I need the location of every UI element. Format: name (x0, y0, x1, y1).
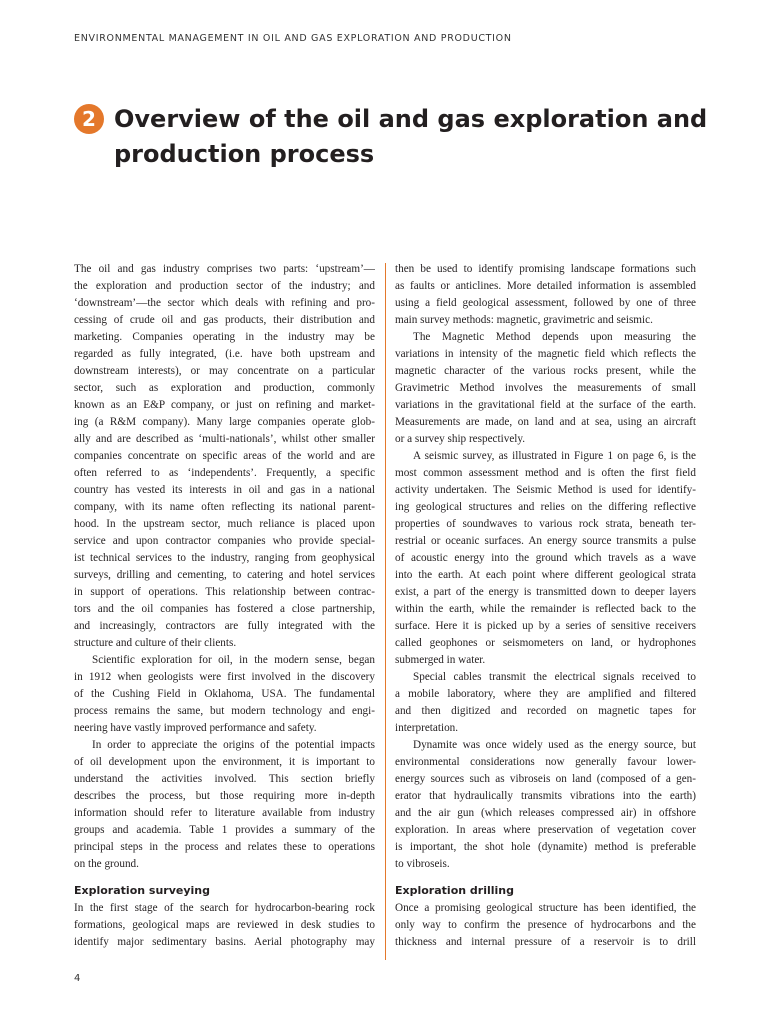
section-heading: Exploration drilling (395, 884, 514, 897)
text-line: environmental considerations now generally favour lower- (395, 756, 696, 768)
text-line: exploration. In areas where preservation of vegetation cover (395, 824, 696, 836)
text-line: In the first stage of the search for hydrocarbon-bearing rock (74, 902, 375, 914)
text-line: Scientific exploration for oil, in the modern sense, began (92, 654, 375, 666)
text-line: interpretation. (395, 722, 459, 734)
text-line: company, with its name often reflecting its national parent- (74, 501, 375, 513)
text-line: restrial or oceanic surfaces. An energy source transmits a pulse (395, 535, 696, 547)
section-heading: Exploration surveying (74, 884, 210, 897)
text-line: process remains the same, but modern technology and engi- (74, 705, 375, 717)
text-line: ing (a R&M company). Many large companies operate glob- (74, 416, 375, 428)
text-line: and then digitized and recorded on magnetic tapes for (395, 705, 696, 717)
running-header: ENVIRONMENTAL MANAGEMENT IN OIL AND GAS EXPLORATION AND PRODUCTION (74, 33, 512, 44)
text-line: only way to confirm the presence of hydrocarbons and the (395, 919, 696, 931)
text-line: formations, geological maps are reviewed in desk studies to (74, 919, 375, 931)
text-line: of oil development upon the environment, it is important to (74, 756, 375, 768)
text-line: identify major sedimentary basins. Aerial photography may (74, 936, 375, 948)
text-line: in support of operations. This relationship between contrac- (74, 586, 375, 598)
text-line: surface. Here it is picked up by a series of sensitive receivers (395, 620, 696, 632)
text-line: regarded as fully integrated, (i.e. have both upstream and (74, 348, 375, 360)
column-divider (385, 263, 386, 960)
text-line: marketing. Companies operating in the industry may be (74, 331, 375, 343)
text-line: then be used to identify promising landscape formations such (395, 263, 696, 275)
text-line: The Magnetic Method depends upon measuring the (413, 331, 696, 343)
text-line: Measurements are made, on land and at sea, using an aircraft (395, 416, 696, 428)
text-line: Gravimetric Method involves the measurements of small (395, 382, 696, 394)
text-line: is important, the shot hole (dynamite) method is preferable (395, 841, 696, 853)
text-line: ‘downstream’—the sector which deals with refining and pro- (74, 297, 375, 309)
text-line: main survey methods: magnetic, gravimetric and seismic. (395, 314, 653, 326)
text-line: A seismic survey, as illustrated in Figure 1 on page 6, is the (413, 450, 696, 462)
text-line: ist technical services to the industry, ranging from geophysical (74, 552, 375, 564)
text-line: Once a promising geological structure has been identified, the (395, 902, 696, 914)
text-line: of the Cushing Field in Oklahoma, USA. The fundamental (74, 688, 375, 700)
text-line: information should refer to literature available from industry (74, 807, 375, 819)
text-line: magnetic character of the various rocks present, while the (395, 365, 696, 377)
text-line: describes the process, but those requiring more in-depth (74, 790, 375, 802)
text-line: variations in intensity of the magnetic field which reflects the (395, 348, 696, 360)
text-line: on the ground. (74, 858, 139, 870)
left-text-column (74, 261, 375, 961)
text-line: The oil and gas industry comprises two parts: ‘upstream’— (74, 263, 375, 275)
text-line: sector, such as exploration and production, commonly (74, 382, 375, 394)
text-line: variations in the gravitational field at the surface of the earth. (395, 399, 696, 411)
text-line: companies concentrate on specific areas of the world and are (74, 450, 375, 462)
chapter-number-badge: 2 (74, 104, 104, 134)
text-line: Special cables transmit the electrical signals received to (413, 671, 696, 683)
text-line: called geophones or seismometers on land, or hydrophones (395, 637, 696, 649)
text-line: downstream interests), or may concentrate on a particular (74, 365, 375, 377)
text-line: submerged in water. (395, 654, 486, 666)
page-number: 4 (74, 973, 81, 984)
text-line: exist, a part of the energy is transmitted down to deeper layers (395, 586, 696, 598)
text-line: surveys, drilling and cementing, to catering and hotel services (74, 569, 375, 581)
text-line: and the air gun (which releases compressed air) in offshore (395, 807, 696, 819)
text-line: thickness and internal pressure of a reservoir is to drill (395, 936, 696, 948)
text-line: often referred to as ‘independents’. Frequently, a specific (74, 467, 375, 479)
text-line: service and upon contractor companies who provide special- (74, 535, 375, 547)
text-line: as faults or anticlines. More detailed information is assembled (395, 280, 696, 292)
text-line: using a field geological assessment, followed by one of three (395, 297, 696, 309)
text-line: and increasingly, contractors are fully integrated with the (74, 620, 375, 632)
text-line: in 1912 when geologists were first involved in the discovery (74, 671, 375, 683)
text-line: to vibroseis. (395, 858, 450, 870)
text-line: a mobile laboratory, where they are amplified and filtered (395, 688, 696, 700)
text-line: structure and culture of their clients. (74, 637, 237, 649)
right-text-column (395, 261, 696, 961)
text-line: principal steps in the process and relates these to operations (74, 841, 375, 853)
text-line: or a survey ship respectively. (395, 433, 526, 445)
text-line: most common assessment method and is often the first field (395, 467, 696, 479)
text-line: ing geological structures and relies on the differing reflective (395, 501, 696, 513)
text-line: ally and are described as ‘multi-nationals’, whilst other smaller (74, 433, 375, 445)
text-line: activity undertaken. The Seismic Method is used for identify- (395, 484, 696, 496)
text-line: known as an E&P company, or just on refining and market- (74, 399, 375, 411)
text-line: Dynamite was once widely used as the energy source, but (413, 739, 696, 751)
text-line: country has vested its interests in oil and gas in a national (74, 484, 375, 496)
text-line: erator that hydraulically transmits vibrations into the earth) (395, 790, 696, 802)
text-line: within the earth, while the remainder is reflected back to the (395, 603, 696, 615)
text-line: of acoustic energy into the ground which travels as a wave (395, 552, 696, 564)
text-line: energy sources such as vibroseis on land (composed of a gen- (395, 773, 696, 785)
text-line: into the earth. At each point where different geological strata (395, 569, 696, 581)
text-line: understand the activities involved. This section briefly (74, 773, 375, 785)
text-line: hood. In the upstream sector, much reliance is placed upon (74, 518, 375, 530)
text-line: properties of soundwaves to various rock strata, beneath ter- (395, 518, 696, 530)
text-line: the exploration and production sector of the industry; and (74, 280, 375, 292)
text-line: groups and academia. Table 1 provides a summary of the (74, 824, 375, 836)
text-line: neering have vastly improved performance and safety. (74, 722, 317, 734)
text-line: tors and the oil companies has fostered a close partnership, (74, 603, 375, 615)
text-line: In order to appreciate the origins of the potential impacts (92, 739, 375, 751)
text-line: cessing of crude oil and gas products, their distribution and (74, 314, 375, 326)
chapter-title: Overview of the oil and gas exploration and production process (114, 105, 708, 168)
